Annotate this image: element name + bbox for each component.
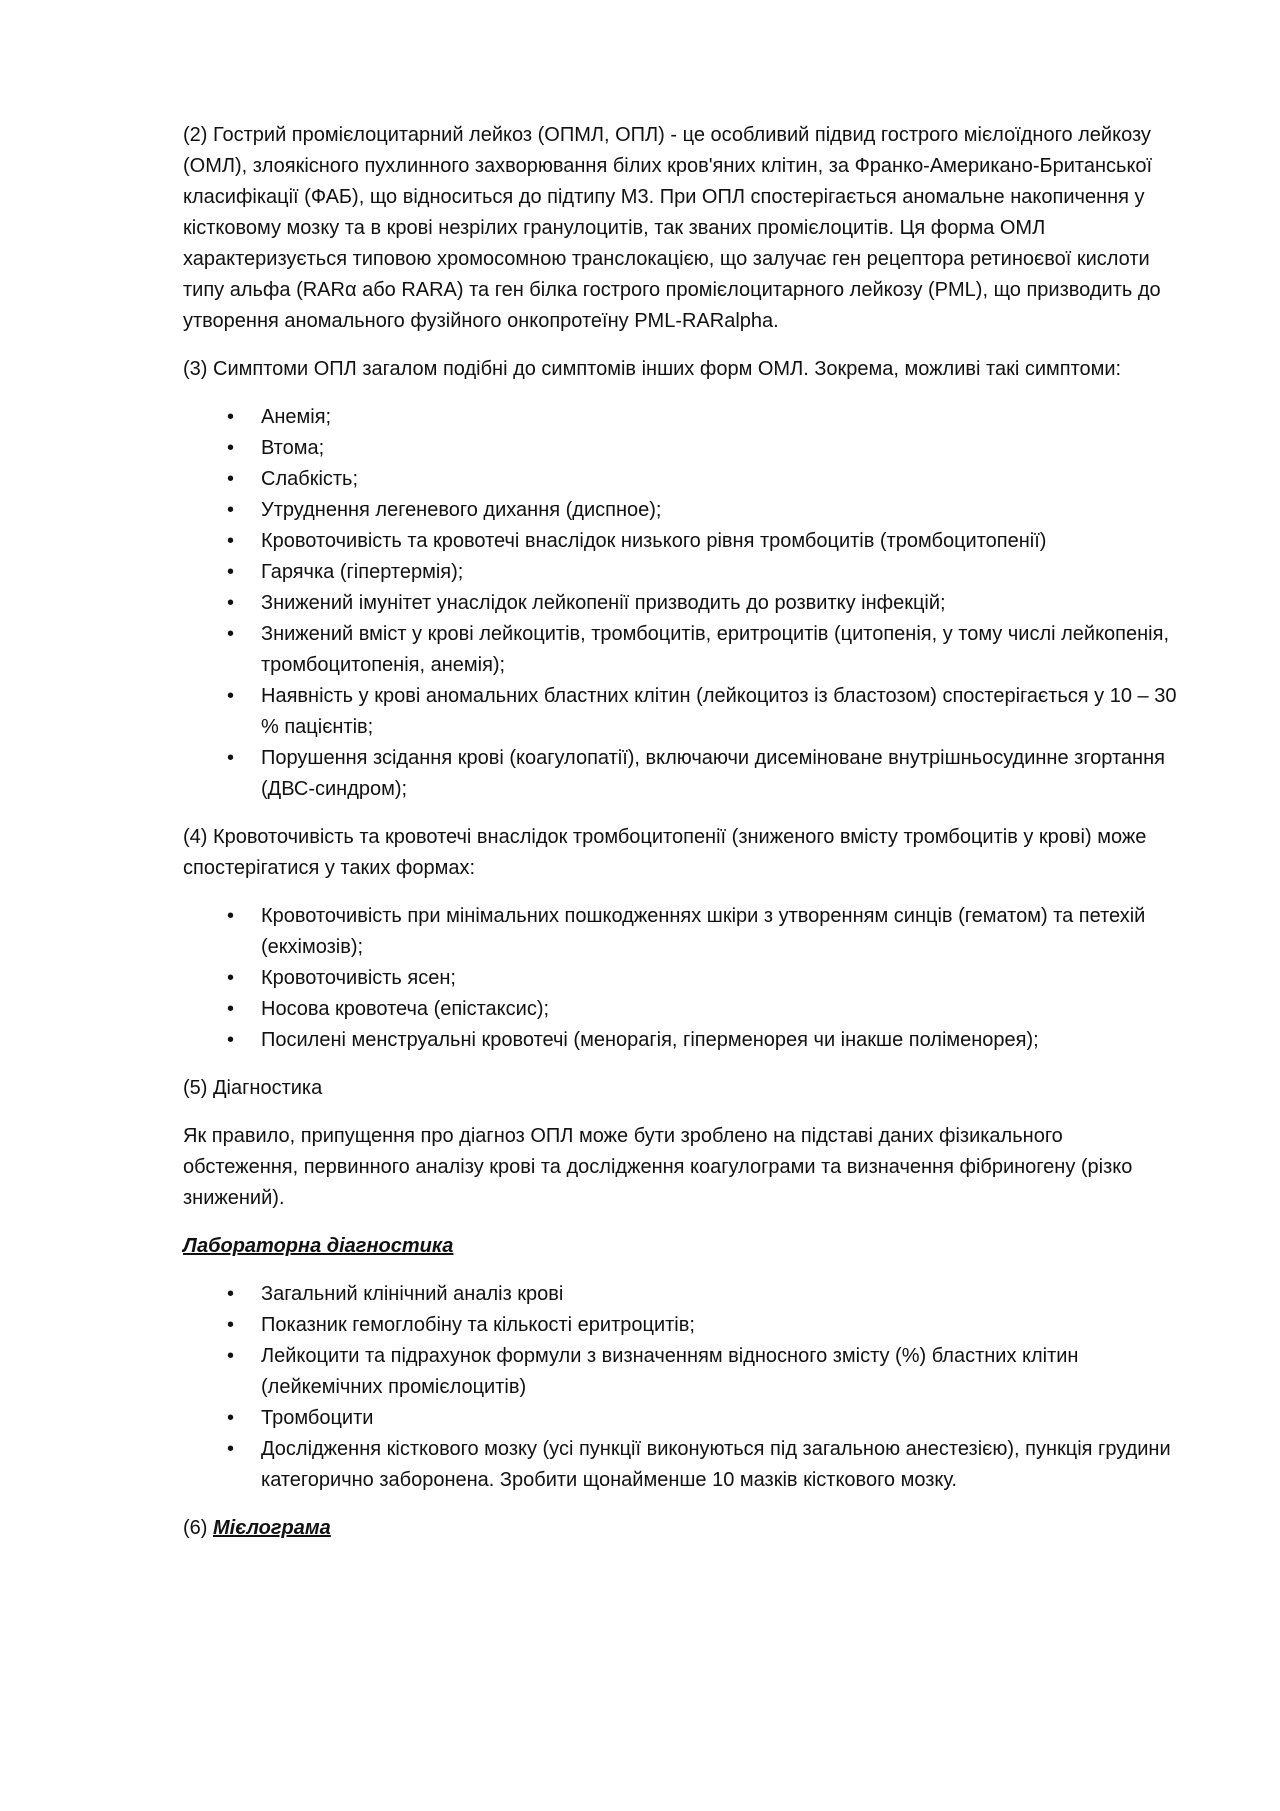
list-item-text: Носова кровотеча (епістаксис); xyxy=(261,998,550,1020)
list-item-text: Наявність у крові аномальних бластних клітин (лейкоцитоз із бластозом) спостерігається у 10 – 30 % пацієнтів; xyxy=(261,685,1177,738)
list-item-text: Слабкість; xyxy=(261,468,359,490)
list-item-text: Кровоточивість ясен; xyxy=(261,967,456,989)
list-item-text: Кровоточивість та кровотечі внаслідок низького рівня тромбоцитів (тромбоцитопенії) xyxy=(261,530,1047,552)
list-item xyxy=(183,681,1183,743)
paragraph-5-diagnostics-text: Як правило, припущення про діагноз ОПЛ може бути зроблено на підставі даних фізикального обстеження, первинного аналізу крові та дослідження коагулограми та визначення фібриногену (різко знижений). xyxy=(183,1125,1133,1209)
bullet-icon: • xyxy=(227,468,235,490)
list-item-text: Утруднення легеневого дихання (диспное); xyxy=(261,499,662,521)
list-item-text: Знижений імунітет унаслідок лейкопенії призводить до розвитку інфекцій; xyxy=(261,592,946,614)
list-item-text: Порушення зсідання крові (коагулопатії), включаючи дисеміноване внутрішньосудинне згортання (ДВС-синдром); xyxy=(261,747,1165,800)
paragraph-6-myelogram xyxy=(183,1513,1183,1544)
list-item-text: Кровоточивість при мінімальних пошкодженнях шкіри з утворенням синців (гематом) та петехій (екхімозів); xyxy=(261,905,1146,958)
bullet-icon: • xyxy=(227,530,235,552)
list-item xyxy=(183,402,1183,433)
list-item xyxy=(183,1403,1183,1434)
list-item xyxy=(183,495,1183,526)
list-item-text: Гарячка (гіпертермія); xyxy=(261,561,464,583)
bleeding-forms-list xyxy=(183,901,1183,1056)
bullet-icon: • xyxy=(227,1029,235,1051)
list-item xyxy=(183,1341,1183,1403)
bullet-icon: • xyxy=(227,592,235,614)
symptoms-list xyxy=(183,402,1183,805)
list-item xyxy=(183,526,1183,557)
list-item xyxy=(183,901,1183,963)
myelogram-heading: Мієлограма xyxy=(213,1517,331,1539)
paragraph-3-symptoms-intro: (3) Симптоми ОПЛ загалом подібні до симптомів інших форм ОМЛ. Зокрема, можливі такі симптоми: xyxy=(183,358,1122,380)
bullet-icon: • xyxy=(227,437,235,459)
list-item xyxy=(183,1434,1183,1496)
list-item-text: Знижений вміст у крові лейкоцитів, тромбоцитів, еритроцитів (цитопенія, у тому числі лейкопенія, тромбоцитопенія, анемія); xyxy=(261,623,1170,676)
list-item xyxy=(183,963,1183,994)
list-item xyxy=(183,464,1183,495)
paragraph-4-bleeding-intro: (4) Кровоточивість та кровотечі внаслідок тромбоцитопенії (зниженого вмісту тромбоцитів у крові) може спостерігатися у таких формах: xyxy=(183,826,1147,879)
list-item xyxy=(183,1310,1183,1341)
lab-diagnostics-heading-block xyxy=(183,1231,1183,1262)
bullet-icon: • xyxy=(227,561,235,583)
bullet-icon: • xyxy=(227,967,235,989)
paragraph-2-apl-definition: (2) Гострий промієлоцитарний лейкоз (ОПМЛ, ОПЛ) - це особливий підвид гострого мієлоїдного лейкозу (ОМЛ), злоякісного пухлинного захворювання білих кров'яних клітин, за Франко-Американо-Британської класифікації (ФАБ), що відноситься до підтипу М3. При ОПЛ спостерігається аномальне накопичення у кістковому мозку та в крові незрілих гранулоцитів, так званих промієлоцитів. Ця форма ОМЛ характеризується типовою хромосомною транслокацією, що залучає ген рецептора ретиноєвої кислоти типу альфа (RARα або RARA) та ген білка гострого промієлоцитарного лейкозу (PML), що призводить до утворення аномального фузійного онкопротеїну PML-RARalpha. xyxy=(183,124,1161,332)
bullet-icon: • xyxy=(227,905,235,927)
lab-diagnostics-heading: Лабораторна діагностика xyxy=(183,1235,454,1257)
list-item-text: Загальний клінічний аналіз крові xyxy=(261,1283,564,1305)
bullet-icon: • xyxy=(227,747,235,769)
list-item-text: Дослідження кісткового мозку (усі пункції виконуються під загальною анестезією), пункція грудини категорично заборонена. Зробити щонайменше 10 мазків кісткового мозку. xyxy=(261,1438,1171,1491)
bullet-icon: • xyxy=(227,1407,235,1429)
list-item xyxy=(183,743,1183,805)
lab-items-list xyxy=(183,1279,1183,1496)
list-item xyxy=(183,619,1183,681)
list-item-text: Втома; xyxy=(261,437,325,459)
bullet-icon: • xyxy=(227,1345,235,1367)
list-item-text: Анемія; xyxy=(261,406,332,428)
paragraph-6-prefix: (6) xyxy=(183,1517,213,1539)
list-item-text: Лейкоцити та підрахунок формули з визначенням відносного змісту (%) бластних клітин (лейкемічних промієлоцитів) xyxy=(261,1345,1079,1398)
list-item-text: Показник гемоглобіну та кількості еритроцитів; xyxy=(261,1314,695,1336)
bullet-icon: • xyxy=(227,623,235,645)
document-body xyxy=(183,120,1183,1561)
bullet-icon: • xyxy=(227,499,235,521)
bullet-icon: • xyxy=(227,998,235,1020)
list-item xyxy=(183,433,1183,464)
bullet-icon: • xyxy=(227,1314,235,1336)
list-item xyxy=(183,1279,1183,1310)
list-item-text: Посилені менструальні кровотечі (менорагія, гіперменорея чи інакше поліменорея); xyxy=(261,1029,1039,1051)
list-item xyxy=(183,994,1183,1025)
list-item xyxy=(183,557,1183,588)
bullet-icon: • xyxy=(227,1438,235,1460)
bullet-icon: • xyxy=(227,406,235,428)
bullet-icon: • xyxy=(227,1283,235,1305)
list-item xyxy=(183,1025,1183,1056)
paragraph-5-diagnostics-title: (5) Діагностика xyxy=(183,1077,323,1099)
bullet-icon: • xyxy=(227,685,235,707)
list-item xyxy=(183,588,1183,619)
list-item-text: Тромбоцити xyxy=(261,1407,374,1429)
